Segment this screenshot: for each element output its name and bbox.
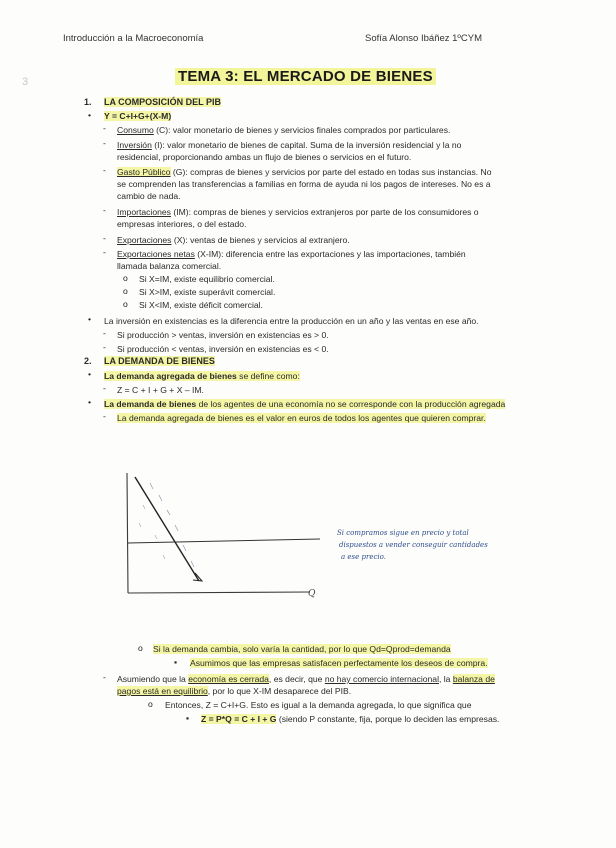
demand-change-text: Si la demanda cambia, solo varía la cantidad, por lo que Qd=Qprod=demanda bbox=[153, 644, 451, 654]
closed-economy bbox=[117, 674, 495, 685]
pib-formula-text: Y = C+I+G+(X-M) bbox=[104, 111, 172, 121]
term: Exportaciones netas bbox=[117, 249, 195, 259]
graph-x-axis bbox=[128, 592, 310, 593]
section1-heading bbox=[104, 97, 221, 108]
circle-bullet: o bbox=[123, 299, 128, 309]
demand-agents-sub-text: La demanda agregada de bienes es el valor en euros de todos los agentes que quieren comprar. bbox=[117, 413, 486, 423]
inventory-item-negative: Si producción < ventas, inversión en existencias es < 0. bbox=[117, 344, 329, 354]
bullet-dot: • bbox=[88, 314, 92, 324]
demand-rest: se define como: bbox=[236, 371, 300, 381]
section2-number: 2. bbox=[84, 356, 92, 366]
item-inversion-cont: residencial, proporcionando ambas un flujo de bienes o servicios en el futuro. bbox=[117, 152, 412, 162]
bullet-dot: • bbox=[88, 110, 92, 120]
closed-u1: economía es cerrada bbox=[188, 674, 269, 684]
demand-agents bbox=[104, 399, 505, 410]
demand-formula: Z = C + I + G + X – IM. bbox=[117, 385, 204, 395]
item-exportaciones bbox=[117, 235, 350, 246]
graph-note-line2: dispuestos a vender conseguir cantidades bbox=[339, 541, 488, 549]
demand-definition bbox=[104, 371, 300, 382]
dash-bullet: - bbox=[103, 383, 106, 393]
closed-mid: , es decir, que bbox=[268, 674, 325, 684]
assume-firms bbox=[190, 658, 488, 669]
section2-heading-text: LA DEMANDA DE BIENES bbox=[104, 356, 215, 366]
dash-bullet: - bbox=[103, 123, 106, 133]
item-gasto-cont: se comprenden las transferencias a familias en forma de ayuda ni los pagos de intereses. No es a bbox=[117, 179, 491, 189]
term: Gasto Público bbox=[117, 167, 171, 177]
dash-bullet: - bbox=[103, 247, 106, 257]
final-equation bbox=[201, 714, 499, 725]
term: Importaciones bbox=[117, 207, 171, 217]
item-export-netas-cont: llamada balanza comercial. bbox=[117, 261, 222, 271]
definition: (I): valor monetario de bienes de capital. Suma de la inversión residencial y la no bbox=[151, 140, 462, 150]
definition: (IM): compras de bienes y servicios extranjeros por parte de los consumidores o bbox=[170, 207, 479, 217]
item-export-netas bbox=[117, 249, 466, 260]
definition: (X-IM): diferencia entre las exportaciones y las importaciones, también bbox=[194, 249, 466, 259]
circle-bullet: o bbox=[123, 286, 128, 296]
item-inversion bbox=[117, 140, 461, 151]
pib-formula bbox=[104, 111, 171, 122]
dash-bullet: - bbox=[103, 205, 106, 215]
header-author: Sofía Alonso Ibáñez 1ºCYM bbox=[365, 33, 483, 44]
closed-u2: no hay comercio internacional bbox=[324, 674, 439, 684]
page-title: TEMA 3: EL MERCADO DE BIENES bbox=[175, 68, 436, 85]
graph-note-line1: Si compramos sigue en precio y total bbox=[337, 529, 469, 537]
graph-pencil-marks bbox=[150, 483, 194, 567]
definition: (X): ventas de bienes y servicios al extranjero. bbox=[171, 235, 350, 245]
circle-bullet: o bbox=[148, 699, 153, 709]
sub-item-deficit: Si X<IM, existe déficit comercial. bbox=[139, 300, 263, 310]
closed-economy-cont bbox=[117, 686, 351, 697]
dash-bullet: - bbox=[103, 165, 106, 175]
final-rest: (siendo P constante, fija, porque lo deciden las empresas. bbox=[276, 714, 500, 724]
demand-change bbox=[153, 644, 451, 655]
dash-bullet: - bbox=[103, 342, 106, 352]
graph-pencil-marks-2 bbox=[139, 505, 165, 559]
final-bold: Z = P*Q = C + I + G bbox=[201, 714, 277, 724]
dash-bullet: - bbox=[103, 138, 106, 148]
bullet-dot: • bbox=[88, 369, 92, 379]
dash-bullet: - bbox=[103, 411, 106, 421]
item-consumo bbox=[117, 125, 450, 136]
inventory-item-positive: Si producción > ventas, inversión en existencias es > 0. bbox=[117, 330, 329, 340]
demand-agents-bold: La demanda de bienes bbox=[104, 399, 197, 409]
definition: (G): compras de bienes y servicios por parte del estado en todas sus instancias. No bbox=[170, 167, 492, 177]
dash-bullet: - bbox=[103, 328, 106, 338]
square-bullet: ▪ bbox=[186, 713, 190, 723]
sub-item-equilibrio: Si X=IM, existe equilibrio comercial. bbox=[139, 274, 275, 284]
term: Consumo bbox=[117, 125, 154, 135]
inventory-definition: La inversión en existencias es la diferencia entre la producción en un año y las ventas en ese año. bbox=[104, 316, 479, 326]
graph-price-line bbox=[128, 539, 320, 543]
section1-number: 1. bbox=[84, 97, 92, 107]
closed-mid2: , la bbox=[439, 674, 453, 684]
item-importaciones bbox=[117, 207, 479, 218]
section2-heading bbox=[104, 356, 215, 367]
graph-y-axis bbox=[127, 473, 128, 593]
item-gasto bbox=[117, 167, 492, 178]
demand-bold: La demanda agregada de bienes bbox=[104, 371, 237, 381]
demand-agents-sub bbox=[117, 413, 486, 424]
then-equation: Entonces, Z = C+I+G. Esto es igual a la demanda agregada, lo que significa que bbox=[165, 700, 472, 710]
item-importaciones-cont: empresas interiores, o del estado. bbox=[117, 219, 247, 229]
term: Inversión bbox=[117, 140, 152, 150]
header-course: Introducción a la Macroeconomía bbox=[63, 33, 204, 44]
dash-bullet: - bbox=[103, 672, 106, 682]
term: Exportaciones bbox=[117, 235, 172, 245]
demand-agents-rest: de los agentes de una economía no se corresponde con la producción agregada bbox=[196, 399, 506, 409]
closed-line2-rest: , por lo que X-IM desaparece del PIB. bbox=[207, 686, 352, 696]
graph-note-line3: a ese precio. bbox=[341, 553, 386, 561]
bullet-dot: • bbox=[88, 397, 92, 407]
graph-demand-line bbox=[135, 477, 199, 581]
closed-line2-u: pagos está en equilibrio bbox=[117, 686, 208, 696]
section1-heading-text: LA COMPOSICIÓN DEL PIB bbox=[104, 97, 222, 107]
margin-mark: 3 bbox=[22, 76, 29, 88]
assume-firms-text: Asumimos que las empresas satisfacen perfectamente los deseos de compra. bbox=[190, 658, 488, 668]
square-bullet: ▪ bbox=[174, 657, 178, 667]
closed-u3: balanza de bbox=[452, 674, 495, 684]
item-gasto-cont2: cambio de nada. bbox=[117, 191, 181, 201]
definition: (C): valor monetario de bienes y servicios finales comprados por particulares. bbox=[153, 125, 451, 135]
demand-graph bbox=[115, 465, 585, 600]
dash-bullet: - bbox=[103, 233, 106, 243]
sub-item-superavit: Si X>IM, existe superávit comercial. bbox=[139, 287, 276, 297]
circle-bullet: o bbox=[123, 273, 128, 283]
graph-axis-label: Q bbox=[308, 589, 316, 599]
circle-bullet: o bbox=[138, 643, 143, 653]
closed-pre: Asumiendo que la bbox=[117, 674, 189, 684]
